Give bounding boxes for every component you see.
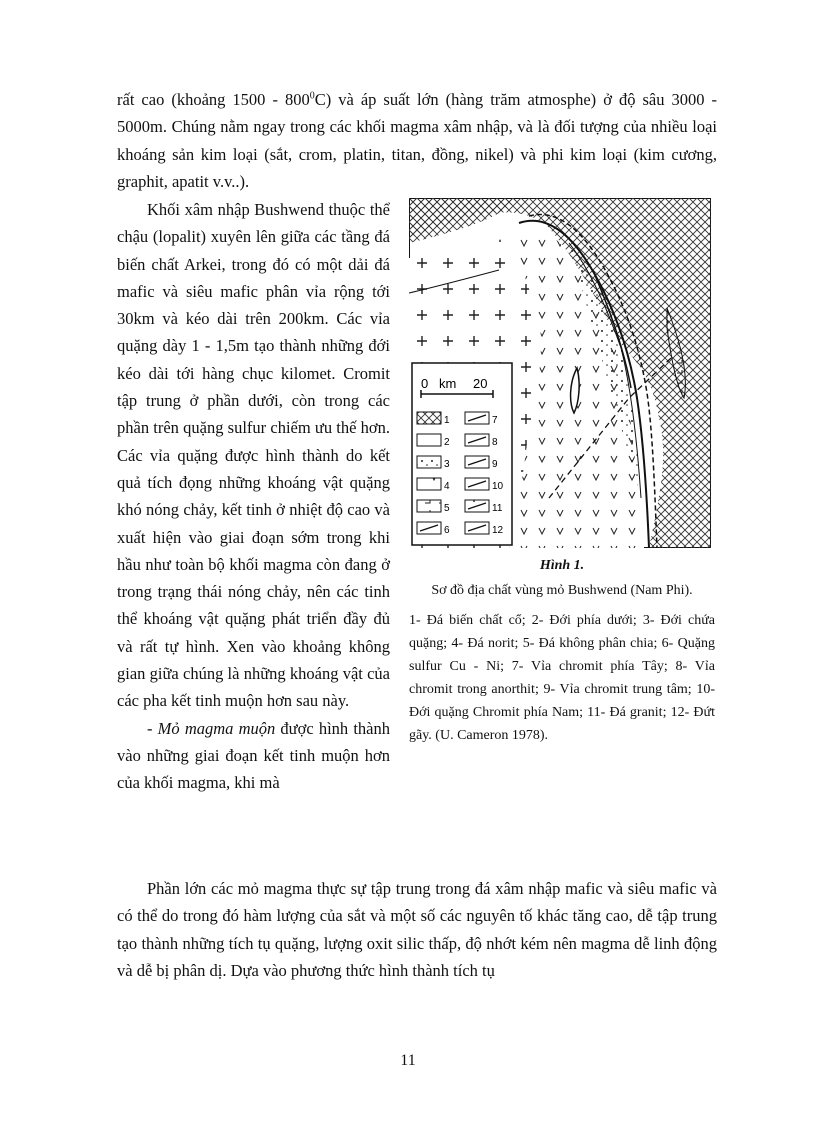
paragraph-intro: rất cao (khoảng $1500 - 800^0C$) và áp suất lớn (hàng trăm atmosphe) ở độ sâu 3000 - 5000m. Chúng nằm ngay trong các khối magma xâm nhập, và là đối tượng của nhiều loại khoáng sản kim loại (sắt, crom, platin, titan, đồng, nikel) và phi kim loại (kim cương, graphit, apatit v.v..). (117, 90, 717, 191)
scale-max: 20 (473, 376, 488, 391)
paragraph-bushwend: Khối xâm nhập Bushwend thuộc thể chậu (lopalit) xuyên lên giữa các tầng đá biến chất Arkei, trong đó có một dải đá mafic và siêu mafic phân vỉa rộng tới 30km và kéo dài trên 200km. Các vỉa quặng dày 1 - 1,5m tạo thành những đới kéo dài tới hàng chục kilomet. Cromit tập trung ở phần dưới, còn trong các phần trên quặng sulfur chiếm ưu thế hơn. Các vỉa quặng được hình thành do kết quả tích đọng những khoáng vật quặng khó nóng chảy, kết tinh ở nhiệt độ cao và xuất hiện vào giai đoạn sớm trong khi hầu như toàn bộ khối magma còn đang ở trong trạng thái nóng chảy, nên các tinh thể khoáng vật quặng phát triển đầy đủ và rất tự hình. Xen vào khoảng không gian giữa chúng là những khoáng vật của các pha kết tinh muộn hơn sau này. (117, 200, 390, 711)
scale-unit: km (439, 376, 457, 391)
figure-caption (409, 555, 715, 747)
legend-swatch-1 (417, 412, 441, 424)
geology-map-figure (409, 198, 711, 548)
legend-number-11: 11 (492, 503, 503, 514)
figure-title: Hình 1. (539, 558, 585, 573)
legend-number-3: 3 (444, 459, 450, 470)
figure-legend: 1- Đá biến chất cổ; 2- Đới phía dưới; 3- Đới chứa quặng; 4- Đá norit; 5- Đá không phân chia; 6- Quặng sulfur Cu - Ni; 7- Vỉa chromit phía Tây; 8- Vỉa chromit trong anorthit; 9- Vỉa chromit trung tâm; 10- Đới quặng Chromit phía Nam; 11- Đá granit; 12- Đứt gãy. (U. Cameron 1978). (409, 613, 715, 743)
legend-swatch-5 (417, 500, 441, 512)
legend-number-6: 6 (444, 525, 450, 536)
legend-number-1: 1 (444, 415, 450, 426)
paragraph-concluding: Phần lớn các mỏ magma thực sự tập trung trong đá xâm nhập mafic và siêu mafic và có thể do trong đó hàm lượng của sắt và một số các nguyên tố khác tăng cao, dễ tập trung tạo thành những tích tụ quặng, lượng oxit silic thấp, độ nhớt kém nên magma dễ linh động và dễ bị phân dị. Dựa vào phương thức hình thành tích tụ (117, 879, 717, 980)
legend-number-5: 5 (444, 503, 450, 514)
legend-number-9: 9 (492, 459, 498, 470)
paragraph-late-magma: - Mỏ magma muộn được hình thành vào những giai đoạn kết tinh muộn hơn của khối magma, khi mà (117, 718, 391, 793)
legend-swatch-4 (417, 478, 441, 490)
legend-number-10: 10 (492, 481, 504, 492)
page-number: 11 (400, 1052, 416, 1069)
legend-number-12: 12 (492, 525, 504, 536)
legend-swatch-3 (417, 456, 441, 468)
legend-number-7: 7 (492, 415, 498, 426)
left-column (117, 196, 390, 797)
scale-zero: 0 (421, 376, 429, 391)
legend-number-2: 2 (444, 437, 450, 448)
legend-number-4: 4 (444, 481, 450, 492)
legend-swatch-2 (417, 434, 441, 446)
figure-description: Sơ đồ địa chất vùng mỏ Bushwend (Nam Phi). (431, 583, 693, 598)
legend-number-8: 8 (492, 437, 498, 448)
